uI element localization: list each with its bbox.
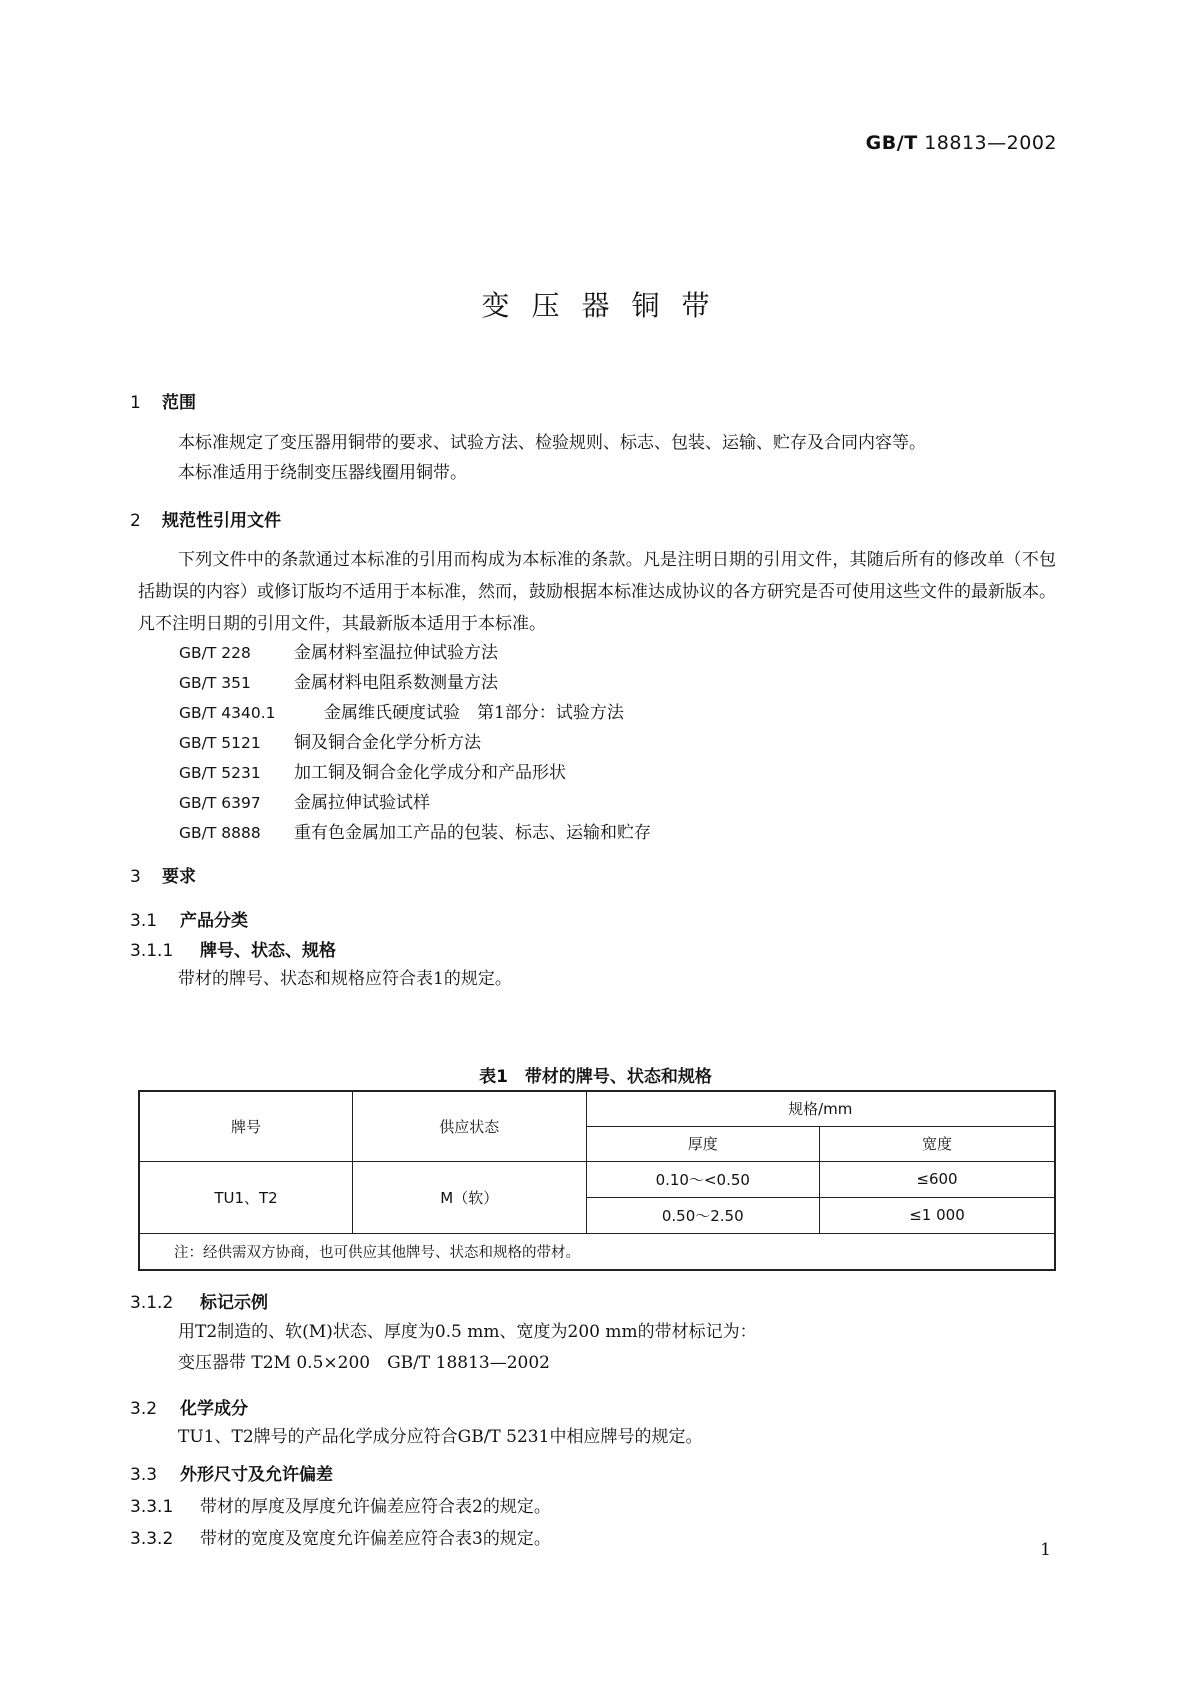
cell-thickness: 0.50～2.50 (586, 1197, 819, 1233)
section-number: 1 (130, 393, 141, 413)
section-title: 规范性引用文件 (162, 511, 281, 531)
section-title: 牌号、状态、规格 (200, 941, 336, 961)
section-3-3-heading (130, 1460, 333, 1485)
reference-title: 金属材料室温拉伸试验方法 (294, 643, 498, 663)
section-3-heading (130, 862, 196, 887)
section-1-heading (130, 388, 196, 413)
reference-item (179, 638, 498, 663)
reference-code: GB/T 6397 (179, 794, 261, 812)
reference-item (179, 758, 566, 783)
standard-number: 18813—2002 (924, 132, 1057, 154)
reference-code: GB/T 8888 (179, 824, 261, 842)
reference-item (179, 698, 624, 723)
section-number: 3.1 (130, 911, 158, 931)
header-grade: 牌号 (139, 1091, 353, 1161)
reference-code: GB/T 4340.1 (179, 704, 276, 722)
references-intro: 下列文件中的条款通过本标准的引用而构成为本标准的条款。凡是注明日期的引用文件，其随后所有的修改单（不包括勘误的内容）或修订版均不适用于本标准，然而，鼓励根据本标准达成协议的各方研究是否可使用这些文件的最新版本。凡不注明日期的引用文件，其最新版本适用于本标准。 (138, 550, 1056, 634)
marking-example-text: 用T2制造的、软(M)状态、厚度为0.5 mm、宽度为200 mm的带材标记为： (178, 1322, 757, 1342)
section-title: 产品分类 (180, 911, 248, 931)
cell-width: ≤1 000 (820, 1197, 1056, 1233)
section-title: 化学成分 (180, 1399, 248, 1419)
table1-reference-text: 带材的牌号、状态和规格应符合表1的规定。 (178, 969, 512, 989)
section-number: 3 (130, 867, 141, 887)
section-3-1-1-heading (130, 936, 336, 961)
header-thickness: 厚度 (586, 1126, 819, 1161)
reference-code: GB/T 5121 (179, 734, 261, 752)
reference-item (179, 728, 481, 753)
header-width: 宽度 (820, 1126, 1056, 1161)
section-text: 带材的宽度及宽度允许偏差应符合表3的规定。 (200, 1529, 551, 1549)
section-number: 3.3.2 (130, 1529, 174, 1549)
page-number: 1 (1040, 1540, 1051, 1560)
cell-thickness: 0.10～<0.50 (586, 1161, 819, 1197)
reference-code: GB/T 351 (179, 674, 251, 692)
standard-prefix: GB/T (865, 132, 918, 154)
section-number: 3.3.1 (130, 1497, 174, 1517)
reference-code: GB/T 5231 (179, 764, 261, 782)
reference-title: 铜及铜合金化学分析方法 (294, 733, 481, 753)
reference-title: 金属拉伸试验试样 (294, 793, 430, 813)
chemical-composition-text: TU1、T2牌号的产品化学成分应符合GB/T 5231中相应牌号的规定。 (178, 1427, 703, 1447)
section-3-2-heading (130, 1394, 248, 1419)
section-number: 3.2 (130, 1399, 158, 1419)
cell-grade: TU1、T2 (139, 1161, 353, 1233)
section-3-3-2 (130, 1524, 551, 1549)
cell-width: ≤600 (820, 1161, 1056, 1197)
reference-item (179, 788, 430, 813)
table1 (138, 1090, 1056, 1271)
page-title: 变压器铜带 (481, 289, 732, 322)
section-3-1-2-heading (130, 1288, 268, 1313)
section-title: 标记示例 (200, 1293, 268, 1313)
reference-title: 金属材料电阻系数测量方法 (294, 673, 498, 693)
section-3-3-1 (130, 1492, 551, 1517)
reference-title: 重有色金属加工产品的包装、标志、运输和贮存 (294, 823, 651, 843)
marking-example: 变压器带 T2M 0.5×200 GB/T 18813—2002 (178, 1353, 550, 1373)
section-title: 范围 (162, 393, 196, 413)
section-number: 3.1.1 (130, 941, 174, 961)
table1-note: 注：经供需双方协商，也可供应其他牌号、状态和规格的带材。 (139, 1233, 1055, 1270)
table1-caption: 表1 带材的牌号、状态和规格 (479, 1067, 712, 1087)
section-number: 3.1.2 (130, 1293, 174, 1313)
header-state: 供应状态 (353, 1091, 586, 1161)
reference-code: GB/T 228 (179, 644, 251, 662)
section-title: 外形尺寸及允许偏差 (180, 1465, 333, 1485)
standard-code (866, 132, 1057, 154)
reference-item (179, 818, 651, 843)
header-spec: 规格/mm (586, 1091, 1055, 1126)
cell-state: M（软） (353, 1161, 586, 1233)
section-2-heading (130, 506, 281, 531)
scope-paragraph-2: 本标准适用于绕制变压器线圈用铜带。 (178, 463, 467, 483)
section-number: 2 (130, 511, 141, 531)
section-3-1-heading (130, 906, 248, 931)
scope-paragraph-1: 本标准规定了变压器用铜带的要求、试验方法、检验规则、标志、包装、运输、贮存及合同内容等。 (178, 433, 926, 453)
reference-title: 金属维氏硬度试验 第1部分：试验方法 (324, 703, 624, 723)
reference-item (179, 668, 498, 693)
section-text: 带材的厚度及厚度允许偏差应符合表2的规定。 (200, 1497, 551, 1517)
section-title: 要求 (162, 867, 196, 887)
section-number: 3.3 (130, 1465, 158, 1485)
reference-title: 加工铜及铜合金化学成分和产品形状 (294, 763, 566, 783)
